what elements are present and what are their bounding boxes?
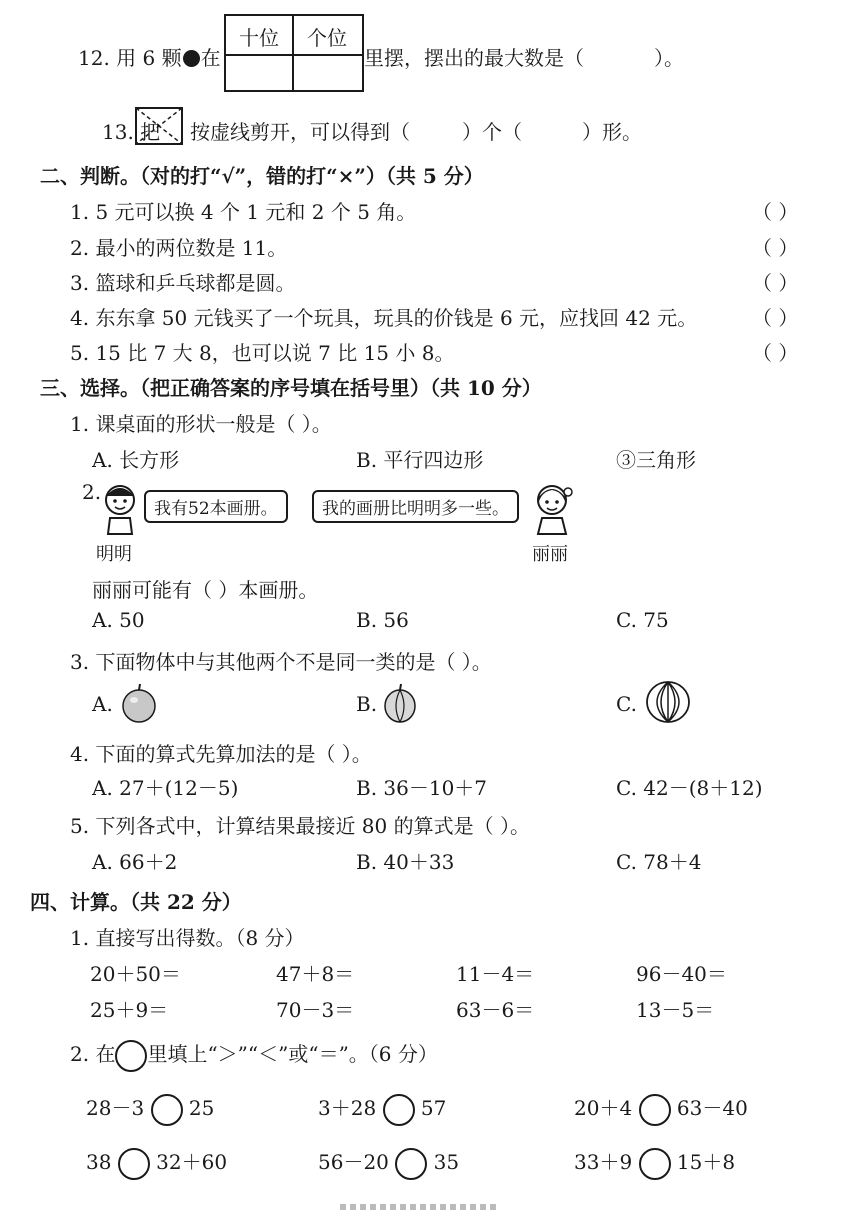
choice-q5-c: C. 78＋4 xyxy=(616,850,702,874)
choice-q2-b: B. 56 xyxy=(356,608,409,632)
choice-q1-stem: 1. 课桌面的形状一般是（ ）。 xyxy=(70,412,332,436)
section-2-title: 二、判断。（对的打“√”，错的打“×”）（共 5 分） xyxy=(40,164,484,188)
watermelon-icon xyxy=(644,678,692,724)
calc-q1-stem: 1. 直接写出得数。（8 分） xyxy=(70,926,305,950)
compare-circle[interactable] xyxy=(639,1094,671,1126)
q13-ge: ）个（ xyxy=(462,120,522,144)
q13-end: ）形。 xyxy=(582,120,642,144)
section-3-title: 三、选择。（把正确答案的序号填在括号里）（共 10 分） xyxy=(40,376,542,400)
answer-paren-1[interactable]: （ ） xyxy=(752,200,799,224)
compare-r1-c2 xyxy=(318,1092,446,1126)
choice-q4-b: B. 36－10＋7 xyxy=(356,776,488,800)
calc-r1-c2: 47＋8＝ xyxy=(276,962,355,986)
compare-r2-c1 xyxy=(86,1146,227,1180)
calc-r2-c3: 63－6＝ xyxy=(456,998,535,1022)
calc-r1-c4: 96－40＝ xyxy=(636,962,727,986)
cmp-left: 56－20 xyxy=(318,1150,389,1174)
cmp-right: 25 xyxy=(188,1096,215,1120)
choice-q3-a: A. xyxy=(92,692,113,716)
choice-q2-stem: 丽丽可能有（ ）本画册。 xyxy=(92,578,319,602)
boy-mingming-icon xyxy=(98,482,142,536)
cmp-right: 63－40 xyxy=(676,1096,748,1120)
compare-stem-a: 2. 在 xyxy=(70,1042,116,1066)
calc-r2-c4: 13－5＝ xyxy=(636,998,715,1022)
answer-paren-5[interactable]: （ ） xyxy=(752,341,799,365)
choice-q2-a: A. 50 xyxy=(92,608,145,632)
cmp-right: 15＋8 xyxy=(676,1150,736,1174)
speech-bubble-lili: 我的画册比明明多一些。 xyxy=(312,490,519,523)
answer-paren-2[interactable]: （ ） xyxy=(752,236,799,260)
q12-prefix: 12. 用 6 颗 xyxy=(78,46,182,70)
cmp-left: 20＋4 xyxy=(574,1096,633,1120)
q12-suffix-text: 里摆，摆出的最大数是（ xyxy=(364,46,584,70)
name-lili: 丽丽 xyxy=(532,544,568,565)
choice-q5-b: B. 40＋33 xyxy=(356,850,455,874)
calc-r1-c3: 11－4＝ xyxy=(456,962,535,986)
cmp-right: 35 xyxy=(433,1150,460,1174)
answer-paren-4[interactable]: （ ） xyxy=(752,306,799,330)
choice-q3-b: B. xyxy=(356,692,378,716)
cmp-left: 38 xyxy=(86,1150,112,1174)
compare-r2-c2 xyxy=(318,1146,459,1180)
calc-r2-c1: 25＋9＝ xyxy=(90,998,169,1022)
girl-lili-icon xyxy=(530,482,574,536)
judge-item-2: 2. 最小的两位数是 11。 xyxy=(70,236,288,260)
judge-item-1: 1. 5 元可以换 4 个 1 元和 2 个 5 角。 xyxy=(70,200,417,224)
col-ones: 个位 xyxy=(307,26,347,50)
compare-circle[interactable] xyxy=(151,1094,183,1126)
calc-r2-c2: 70－3＝ xyxy=(276,998,355,1022)
q12-end: ）。 xyxy=(654,46,684,70)
judge-item-5: 5. 15 比 7 大 8，也可以说 7 比 15 小 8。 xyxy=(70,341,455,365)
speech-bubble-mingming: 我有52本画册。 xyxy=(144,490,288,523)
compare-stem-b: 里填上“＞”“＜”或“＝”。（6 分） xyxy=(147,1042,438,1066)
choice-q5-a: A. 66＋2 xyxy=(92,850,178,874)
compare-stem xyxy=(70,1038,438,1072)
col-tens: 十位 xyxy=(239,26,279,50)
judge-item-4: 4. 东东拿 50 元钱买了一个玩具，玩具的价钱是 6 元，应找回 42 元。 xyxy=(70,306,698,330)
answer-paren-3[interactable]: （ ） xyxy=(752,271,799,295)
compare-r1-c1 xyxy=(86,1092,214,1126)
choice-q3-stem: 3. 下面物体中与其他两个不是同一类的是（ ）。 xyxy=(70,650,492,674)
choice-q4-a: A. 27＋(12－5) xyxy=(92,776,239,800)
choice-q4-c: C. 42－(8＋12) xyxy=(616,776,763,800)
compare-r1-c3 xyxy=(574,1092,748,1126)
q13-prefix: 13. 把 xyxy=(102,120,161,144)
black-dot-icon xyxy=(183,50,200,67)
cmp-left: 3＋28 xyxy=(318,1096,377,1120)
cmp-left: 28－3 xyxy=(86,1096,145,1120)
section-4-title: 四、计算。（共 22 分） xyxy=(30,890,242,914)
calc-r1-c1: 20＋50＝ xyxy=(90,962,181,986)
choice-q2-num: 2. xyxy=(82,480,102,504)
compare-circle[interactable] xyxy=(383,1094,415,1126)
choice-q1-a: A. 长方形 xyxy=(92,448,180,472)
footer-watermark xyxy=(340,1204,500,1210)
pumpkin-icon xyxy=(380,682,420,724)
q12-zai: 在 xyxy=(200,46,221,70)
choice-q3-c: C. xyxy=(616,692,637,716)
cmp-left: 33＋9 xyxy=(574,1150,633,1174)
choice-q4-stem: 4. 下面的算式先算加法的是（ ）。 xyxy=(70,742,372,766)
question-12 xyxy=(78,42,221,71)
name-mingming: 明明 xyxy=(96,544,132,565)
place-value-table xyxy=(224,14,364,92)
apple-icon xyxy=(118,682,160,724)
judge-item-3: 3. 篮球和乒乓球都是圆。 xyxy=(70,271,296,295)
compare-circle[interactable] xyxy=(639,1148,671,1180)
compare-r2-c3 xyxy=(574,1146,735,1180)
q13-rest xyxy=(190,116,642,145)
compare-circle[interactable] xyxy=(118,1148,150,1180)
choice-q2-c: C. 75 xyxy=(616,608,669,632)
dashed-rectangle-icon xyxy=(134,106,184,146)
cmp-right: 32＋60 xyxy=(156,1150,228,1174)
choice-q5-stem: 5. 下列各式中，计算结果最接近 80 的算式是（ ）。 xyxy=(70,814,530,838)
q12-suffix xyxy=(364,42,684,71)
cmp-right: 57 xyxy=(420,1096,447,1120)
choice-q1-c: ③三角形 xyxy=(616,448,696,472)
compare-circle[interactable] xyxy=(395,1148,427,1180)
q13-mid: 按虚线剪开，可以得到（ xyxy=(190,120,410,144)
choice-q1-b: B. 平行四边形 xyxy=(356,448,484,472)
circle-icon xyxy=(115,1040,147,1072)
